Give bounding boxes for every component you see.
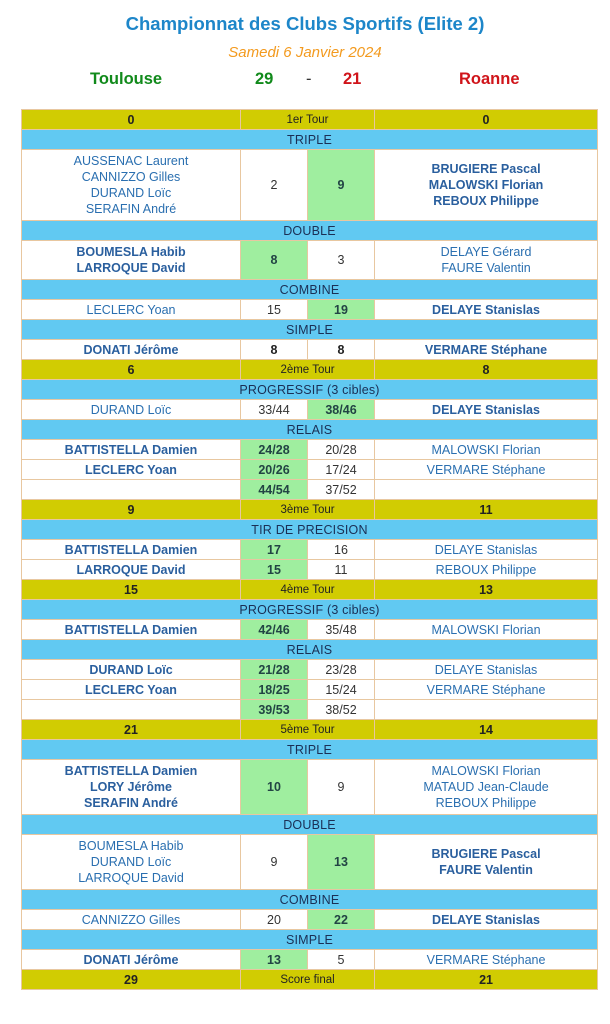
- away-player-name: DELAYE Stanislas: [432, 912, 540, 927]
- match-row: [22, 540, 598, 560]
- home-players: [22, 760, 241, 815]
- away-players: [375, 241, 598, 280]
- away-players: [375, 150, 598, 221]
- event-name: PROGRESSIF (3 cibles): [22, 600, 598, 620]
- event-section-header: [22, 130, 598, 150]
- away-score: 23/28: [308, 660, 375, 680]
- home-players: [22, 440, 241, 460]
- away-players: [375, 560, 598, 580]
- event-name: RELAIS: [22, 420, 598, 440]
- event-name: DOUBLE: [22, 815, 598, 835]
- away-score: 8: [308, 340, 375, 360]
- away-score: 11: [308, 560, 375, 580]
- away-players: [375, 910, 598, 930]
- away-player-name: MALOWSKI Florian: [431, 764, 541, 778]
- match-row: [22, 241, 598, 280]
- home-score: 9: [241, 835, 308, 890]
- away-player-name: REBOUX Philippe: [433, 194, 539, 208]
- event-section-header: [22, 520, 598, 540]
- home-team-name: Toulouse: [90, 70, 163, 88]
- tour-label: Score final: [241, 970, 375, 990]
- home-cumulative-score: 15: [22, 580, 241, 600]
- home-score: 42/46: [241, 620, 308, 640]
- match-row: [22, 460, 598, 480]
- away-players: [375, 300, 598, 320]
- event-name: TRIPLE: [22, 130, 598, 150]
- home-player-name: BATTISTELLA Damien: [64, 764, 198, 778]
- home-player-name: BATTISTELLA Damien: [64, 442, 198, 457]
- page-title: Championnat des Clubs Sportifs (Elite 2): [125, 13, 485, 34]
- match-row: [22, 835, 598, 890]
- away-score: 5: [308, 950, 375, 970]
- away-player-name: DELAYE Stanislas: [434, 662, 538, 677]
- scoreboard: [0, 70, 610, 92]
- away-score: 15/24: [308, 680, 375, 700]
- home-player-name: DONATI Jérôme: [83, 952, 179, 967]
- home-player-name: CANNIZZO Gilles: [81, 912, 181, 927]
- event-section-header: [22, 890, 598, 910]
- event-name: PROGRESSIF (3 cibles): [22, 380, 598, 400]
- away-player-name: DELAYE Stanislas: [434, 542, 538, 557]
- home-player-name: LARROQUE David: [76, 562, 186, 577]
- away-players: [375, 620, 598, 640]
- home-score: 13: [241, 950, 308, 970]
- tour-label: 1er Tour: [241, 110, 375, 130]
- away-player-name: VERMARE Stéphane: [426, 462, 546, 477]
- home-players: [22, 620, 241, 640]
- home-player-name: LARROQUE David: [76, 261, 186, 275]
- home-cumulative-score: 29: [22, 970, 241, 990]
- away-players: [375, 440, 598, 460]
- away-score: 9: [308, 760, 375, 815]
- home-players: [22, 680, 241, 700]
- match-row: [22, 660, 598, 680]
- away-player-name: MALOWSKI Florian: [431, 442, 541, 457]
- home-player-name: BATTISTELLA Damien: [64, 542, 198, 557]
- away-player-name: BRUGIERE Pascal: [431, 847, 541, 861]
- away-cumulative-score: 0: [375, 110, 598, 130]
- home-player-name: BATTISTELLA Damien: [64, 622, 198, 637]
- tour-total-row: [22, 970, 598, 990]
- away-players: [375, 700, 598, 720]
- away-score: 37/52: [308, 480, 375, 500]
- home-players: [22, 835, 241, 890]
- match-row: [22, 700, 598, 720]
- event-name: COMBINE: [22, 280, 598, 300]
- home-player-name: DURAND Loïc: [90, 855, 172, 869]
- home-players: [22, 910, 241, 930]
- score-separator: -: [306, 70, 312, 88]
- home-players: [22, 150, 241, 221]
- home-player-name: BOUMESLA Habib: [78, 839, 184, 853]
- home-score: 10: [241, 760, 308, 815]
- away-score: 17/24: [308, 460, 375, 480]
- home-cumulative-score: 6: [22, 360, 241, 380]
- home-player-name: LECLERC Yoan: [86, 302, 176, 317]
- away-cumulative-score: 11: [375, 500, 598, 520]
- home-score: 24/28: [241, 440, 308, 460]
- event-section-header: [22, 815, 598, 835]
- away-players: [375, 460, 598, 480]
- match-row: [22, 480, 598, 500]
- home-score: 33/44: [241, 400, 308, 420]
- event-name: DOUBLE: [22, 221, 598, 241]
- tour-label: 5ème Tour: [241, 720, 375, 740]
- tour-total-row: [22, 360, 598, 380]
- away-team-score: 21: [343, 70, 362, 88]
- event-section-header: [22, 280, 598, 300]
- tour-label: 2ème Tour: [241, 360, 375, 380]
- event-name: TRIPLE: [22, 740, 598, 760]
- home-player-name: DURAND Loïc: [89, 662, 173, 677]
- home-score: 21/28: [241, 660, 308, 680]
- away-score: 22: [308, 910, 375, 930]
- match-row: [22, 950, 598, 970]
- event-section-header: [22, 930, 598, 950]
- away-score: 35/48: [308, 620, 375, 640]
- home-score: 15: [241, 560, 308, 580]
- home-score: 39/53: [241, 700, 308, 720]
- match-row: [22, 560, 598, 580]
- event-name: SIMPLE: [22, 320, 598, 340]
- match-row: [22, 300, 598, 320]
- away-player-name: DELAYE Stanislas: [432, 302, 540, 317]
- home-score: 20: [241, 910, 308, 930]
- home-player-name: BOUMESLA Habib: [76, 245, 186, 259]
- away-players: [375, 760, 598, 815]
- away-players: [375, 540, 598, 560]
- match-row: [22, 150, 598, 221]
- tour-total-row: [22, 580, 598, 600]
- away-players: [375, 480, 598, 500]
- home-cumulative-score: 0: [22, 110, 241, 130]
- home-player-name: DONATI Jérôme: [83, 342, 179, 357]
- away-score: 20/28: [308, 440, 375, 460]
- home-players: [22, 400, 241, 420]
- match-row: [22, 620, 598, 640]
- away-player-name: REBOUX Philippe: [435, 562, 537, 577]
- event-section-header: [22, 740, 598, 760]
- event-section-header: [22, 600, 598, 620]
- home-player-name: DURAND Loïc: [90, 402, 172, 417]
- away-player-name: VERMARE Stéphane: [424, 342, 548, 357]
- home-score: 15: [241, 300, 308, 320]
- match-row: [22, 680, 598, 700]
- home-score: 18/25: [241, 680, 308, 700]
- away-score: 3: [308, 241, 375, 280]
- away-cumulative-score: 14: [375, 720, 598, 740]
- home-players: [22, 540, 241, 560]
- home-player-name: DURAND Loïc: [90, 186, 172, 200]
- event-section-header: [22, 640, 598, 660]
- event-name: COMBINE: [22, 890, 598, 910]
- away-players: [375, 835, 598, 890]
- home-players: [22, 660, 241, 680]
- home-player-name: SERAFIN André: [84, 796, 178, 810]
- home-player-name: CANNIZZO Gilles: [81, 170, 181, 184]
- away-player-name: VERMARE Stéphane: [426, 952, 546, 967]
- match-date: Samedi 6 Janvier 2024: [228, 44, 382, 61]
- away-player-name: BRUGIERE Pascal: [431, 162, 541, 176]
- home-player-name: LECLERC Yoan: [85, 462, 177, 477]
- home-player-name: SERAFIN André: [85, 202, 177, 216]
- away-team-name: Roanne: [459, 70, 520, 88]
- home-players: [22, 480, 241, 500]
- tour-total-row: [22, 110, 598, 130]
- away-score: 38/46: [308, 400, 375, 420]
- home-players: [22, 300, 241, 320]
- away-player-name: MALOWSKI Florian: [431, 622, 541, 637]
- home-cumulative-score: 21: [22, 720, 241, 740]
- event-section-header: [22, 380, 598, 400]
- away-player-name: REBOUX Philippe: [435, 796, 537, 810]
- away-score: 38/52: [308, 700, 375, 720]
- away-player-name: DELAYE Stanislas: [432, 402, 540, 417]
- home-players: [22, 700, 241, 720]
- match-row: [22, 910, 598, 930]
- home-score: 8: [241, 340, 308, 360]
- away-players: [375, 340, 598, 360]
- home-players: [22, 460, 241, 480]
- tour-label: 4ème Tour: [241, 580, 375, 600]
- away-player-name: FAURE Valentin: [439, 863, 533, 877]
- away-score: 9: [308, 150, 375, 221]
- match-row: [22, 440, 598, 460]
- away-players: [375, 680, 598, 700]
- home-score: 17: [241, 540, 308, 560]
- away-cumulative-score: 13: [375, 580, 598, 600]
- away-players: [375, 950, 598, 970]
- away-score: 19: [308, 300, 375, 320]
- away-score: 16: [308, 540, 375, 560]
- home-player-name: LORY Jérôme: [90, 780, 172, 794]
- results-table: [21, 109, 598, 990]
- away-player-name: DELAYE Gérard: [440, 245, 532, 259]
- tour-label: 3ème Tour: [241, 500, 375, 520]
- event-section-header: [22, 320, 598, 340]
- home-player-name: LARROQUE David: [78, 871, 184, 885]
- home-players: [22, 340, 241, 360]
- away-cumulative-score: 8: [375, 360, 598, 380]
- event-name: SIMPLE: [22, 930, 598, 950]
- away-player-name: VERMARE Stéphane: [426, 682, 546, 697]
- away-cumulative-score: 21: [375, 970, 598, 990]
- away-player-name: MATAUD Jean-Claude: [423, 780, 549, 794]
- event-name: RELAIS: [22, 640, 598, 660]
- home-player-name: LECLERC Yoan: [85, 682, 177, 697]
- match-row: [22, 760, 598, 815]
- home-players: [22, 560, 241, 580]
- home-score: 8: [241, 241, 308, 280]
- event-section-header: [22, 420, 598, 440]
- home-player-name: AUSSENAC Laurent: [73, 154, 189, 168]
- away-player-name: FAURE Valentin: [441, 261, 531, 275]
- tour-total-row: [22, 500, 598, 520]
- home-score: 20/26: [241, 460, 308, 480]
- match-row: [22, 340, 598, 360]
- tour-total-row: [22, 720, 598, 740]
- away-player-name: MALOWSKI Florian: [428, 178, 544, 192]
- away-players: [375, 400, 598, 420]
- match-row: [22, 400, 598, 420]
- home-players: [22, 950, 241, 970]
- away-players: [375, 660, 598, 680]
- event-section-header: [22, 221, 598, 241]
- home-team-score: 29: [255, 70, 274, 88]
- home-cumulative-score: 9: [22, 500, 241, 520]
- event-name: TIR DE PRECISION: [22, 520, 598, 540]
- home-score: 2: [241, 150, 308, 221]
- home-score: 44/54: [241, 480, 308, 500]
- home-players: [22, 241, 241, 280]
- away-score: 13: [308, 835, 375, 890]
